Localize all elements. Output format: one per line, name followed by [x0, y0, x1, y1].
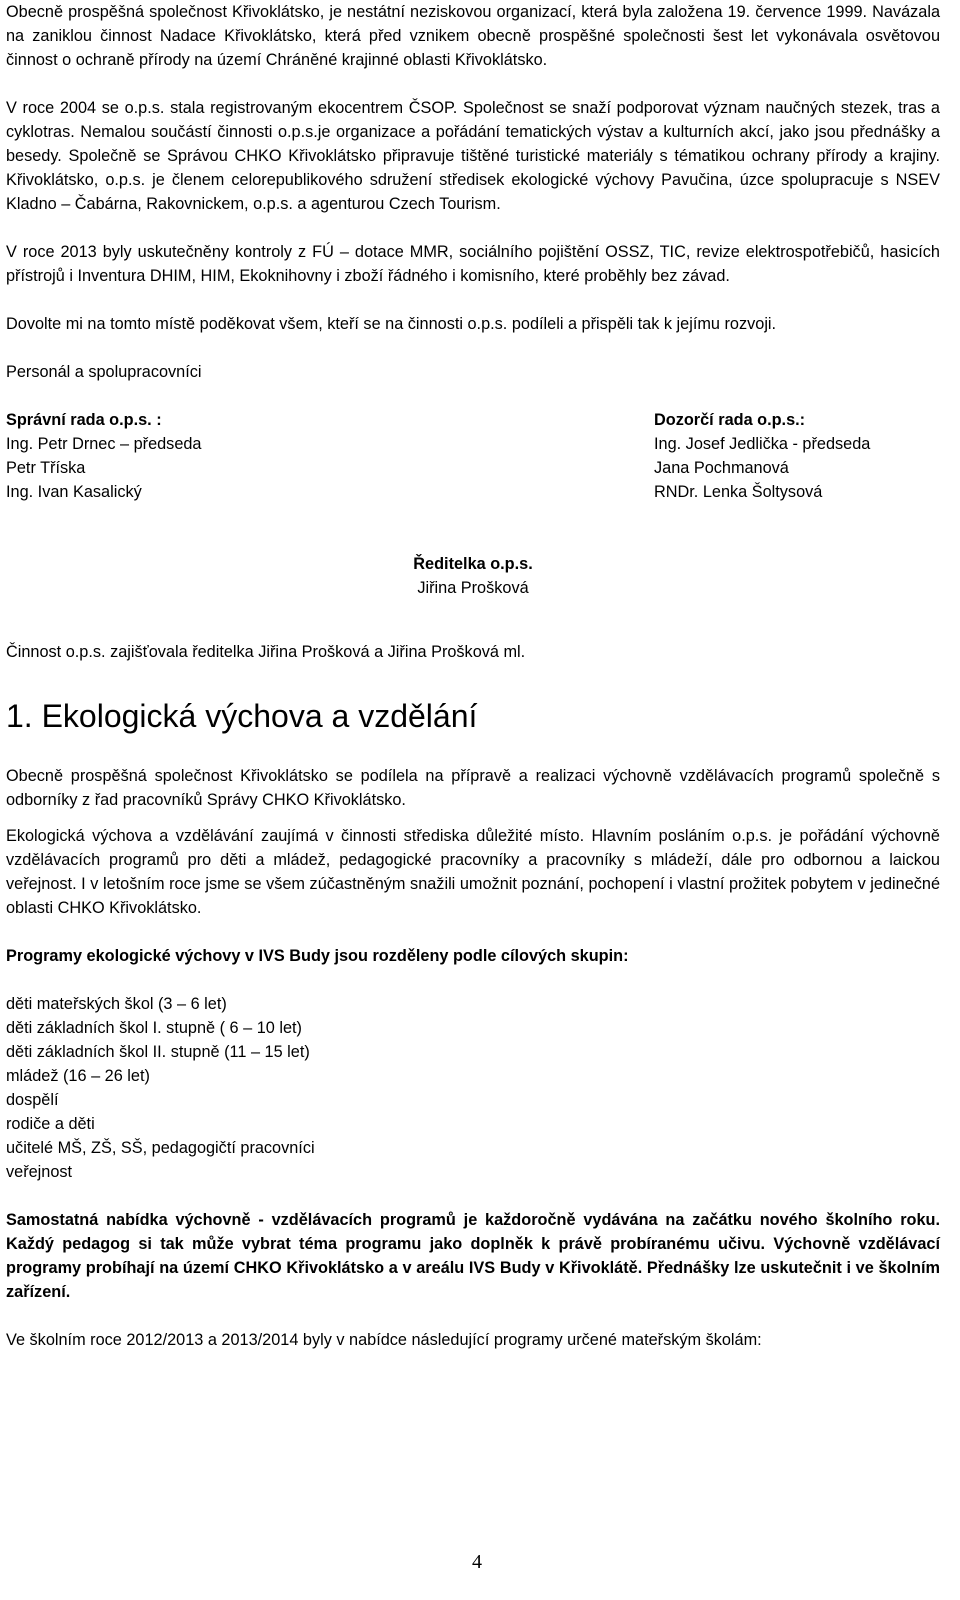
administrative-board-title: Správní rada o.p.s. :	[6, 411, 162, 429]
activity-note: Činnost o.p.s. zajišťovala ředitelka Jiřina Prošková a Jiřina Prošková ml.	[6, 643, 526, 661]
target-groups-list	[6, 992, 940, 1184]
director-name: Jiřina Prošková	[417, 579, 529, 597]
intro-paragraph-1: Obecně prospěšná společnost Křivoklátsko, je nestátní neziskovou organizací, která byla založena 19. července 1999. Navázala na zaniklou činnost Nadace Křivoklátsko, která před vznikem obecně prospěšné společnosti šest let vykonávala osvětovou činnost o ochraně přírody na území Chráněné krajinné oblasti Křivoklátsko.	[6, 3, 940, 69]
section-paragraph-1: Obecně prospěšná společnost Křivoklátsko se podílela na přípravě a realizaci výchovně vzdělávacích programů společně s odborníky z řad pracovníků Správy CHKO Křivoklátsko.	[6, 767, 940, 809]
list-item: veřejnost	[6, 1163, 73, 1181]
program-offer-paragraph: Samostatná nabídka výchovně - vzdělávacích programů je každoročně vydávána na začátku nového školního roku. Každý pedagog si tak může vybrat téma programu jako doplněk k právě probíranému učivu. Výchovně vzdělávací programy probíhají na území CHKO Křivoklátsko a v areálu IVS Budy v Křivoklátě. Přednášky lze uskutečnit i ve školním zařízení.	[6, 1211, 940, 1301]
administrative-board	[6, 408, 606, 504]
document-page	[6, 0, 940, 1352]
administrative-board-member: Ing. Petr Drnec – předseda	[6, 435, 202, 453]
section-paragraph-last: Ve školním roce 2012/2013 a 2013/2014 byly v nabídce následující programy určené mateřským školám:	[6, 1331, 762, 1349]
board-section	[6, 408, 940, 504]
director-title: Ředitelka o.p.s.	[413, 555, 533, 573]
list-item: rodiče a děti	[6, 1115, 95, 1133]
supervisory-board-member: Jana Pochmanová	[654, 459, 789, 477]
target-groups-heading: Programy ekologické výchovy v IVS Budy jsou rozděleny podle cílových skupin:	[6, 947, 629, 965]
list-item: děti mateřských škol (3 – 6 let)	[6, 995, 227, 1013]
intro-paragraph-2: V roce 2004 se o.p.s. stala registrovaným ekocentrem ČSOP. Společnost se snaží podporovat význam naučných stezek, tras a cyklotras. Nemalou součástí činnosti o.p.s.je organizace a pořádání tematických výstav a kulturních akcí, jako jsou přednášky a besedy. Společně se Správou CHKO Křivoklátsko připravuje tištěné turistické materiály s tématikou ochrany přírody a krajiny. Křivoklátsko, o.p.s. je členem celorepublikového sdružení středisek ekologické výchovy Pavučina, úzce spolupracuje s NSEV Kladno – Čabárna, Rakovnickem, o.p.s. a agenturou Czech Tourism.	[6, 99, 940, 213]
administrative-board-member: Ing. Ivan Kasalický	[6, 483, 142, 501]
list-item: děti základních škol II. stupně (11 – 15 let)	[6, 1043, 310, 1061]
administrative-board-member: Petr Tříska	[6, 459, 86, 477]
supervisory-board-member: RNDr. Lenka Šoltysová	[654, 483, 823, 501]
supervisory-board	[654, 408, 934, 504]
intro-paragraph-3: V roce 2013 byly uskutečněny kontroly z FÚ – dotace MMR, sociálního pojištění OSSZ, TIC, revize elektrospotřebičů, hasicích přístrojů i Inventura DHIM, HIM, Ekoknihovny i zboží řádného i komisního, které proběhly bez závad.	[6, 243, 940, 285]
staff-heading: Personál a spolupracovníci	[6, 363, 202, 381]
list-item: děti základních škol I. stupně ( 6 – 10 let)	[6, 1019, 302, 1037]
list-item: učitelé MŠ, ZŠ, SŠ, pedagogičtí pracovníci	[6, 1139, 315, 1157]
section-heading: 1. Ekologická výchova a vzdělání	[6, 698, 478, 734]
intro-paragraph-4: Dovolte mi na tomto místě poděkovat všem, kteří se na činnosti o.p.s. podíleli a přispěli tak k jejímu rozvoji.	[6, 315, 777, 333]
page-number: 4	[472, 1551, 482, 1573]
list-item: mládež (16 – 26 let)	[6, 1067, 150, 1085]
list-item: dospělí	[6, 1091, 59, 1109]
supervisory-board-member: Ing. Josef Jedlička - předseda	[654, 435, 871, 453]
supervisory-board-title: Dozorčí rada o.p.s.:	[654, 411, 806, 429]
section-paragraph-2: Ekologická výchova a vzdělávání zaujímá v činnosti střediska důležité místo. Hlavním posláním o.p.s. je pořádání výchovně vzdělávacích programů pro děti a mládež, pedagogické pracovníky a pracovníky s mládeží, dále pro odbornou a laickou veřejnost. I v letošním roce jsme se všem zúčastněným snažili umožnit poznání, pochopení i vlastní prožitek pobytem v jedinečné oblasti CHKO Křivoklátsko.	[6, 827, 940, 917]
